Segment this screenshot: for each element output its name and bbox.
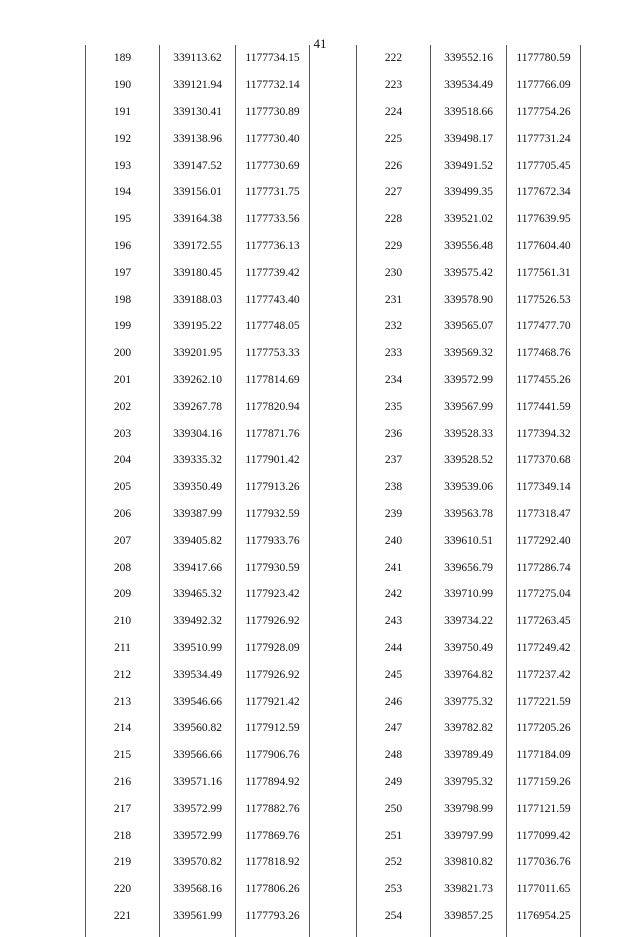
- table-row: [357, 99, 581, 126]
- point-id-cell: 251: [357, 822, 431, 849]
- point-id-cell: 195: [86, 206, 160, 233]
- y-coordinate-cell: 1176954.25: [507, 903, 581, 930]
- y-coordinate-cell: 1177926.92: [236, 608, 310, 635]
- table-row: [86, 742, 310, 769]
- y-coordinate-cell: 1177731.75: [236, 179, 310, 206]
- point-id-cell: 222: [357, 45, 431, 72]
- y-coordinate-cell: 1177766.09: [507, 72, 581, 99]
- x-coordinate-cell: 339180.45: [160, 259, 236, 286]
- point-id-cell: 226: [357, 152, 431, 179]
- table-row: [86, 849, 310, 876]
- x-coordinate-cell: 339734.22: [431, 608, 507, 635]
- y-coordinate-cell: 1177730.69: [236, 152, 310, 179]
- x-coordinate-cell: 339528.33: [431, 420, 507, 447]
- point-id-cell: 250: [357, 795, 431, 822]
- point-id-cell: 237: [357, 447, 431, 474]
- table-row: [357, 259, 581, 286]
- table-row: [357, 527, 581, 554]
- table-row: [357, 742, 581, 769]
- table-row: [86, 501, 310, 528]
- point-id-cell: 230: [357, 259, 431, 286]
- y-coordinate-cell: 1177286.74: [507, 554, 581, 581]
- point-id-cell: 245: [357, 661, 431, 688]
- table-row: [86, 125, 310, 152]
- table-row: [357, 661, 581, 688]
- x-coordinate-cell: 339304.16: [160, 420, 236, 447]
- point-id-cell: 238: [357, 474, 431, 501]
- table-row: [86, 688, 310, 715]
- table-row: [86, 661, 310, 688]
- table-row: [86, 769, 310, 796]
- coordinates-table-left: [85, 45, 310, 937]
- y-coordinate-cell: 1177705.45: [507, 152, 581, 179]
- table-row: [86, 367, 310, 394]
- y-coordinate-cell: 1177736.13: [236, 233, 310, 260]
- x-coordinate-cell: 339567.99: [431, 393, 507, 420]
- y-coordinate-cell: 1177011.65: [507, 876, 581, 903]
- point-id-cell: 232: [357, 313, 431, 340]
- point-id-cell: 234: [357, 367, 431, 394]
- table-row: [357, 447, 581, 474]
- table-row: [86, 313, 310, 340]
- x-coordinate-cell: 339569.32: [431, 340, 507, 367]
- table-row: [357, 340, 581, 367]
- table-row: [357, 233, 581, 260]
- table-row: [357, 367, 581, 394]
- point-id-cell: 192: [86, 125, 160, 152]
- y-coordinate-cell: 1177882.76: [236, 795, 310, 822]
- point-id-cell: 215: [86, 742, 160, 769]
- y-coordinate-cell: 1177894.92: [236, 769, 310, 796]
- x-coordinate-cell: 339789.49: [431, 742, 507, 769]
- point-id-cell: 211: [86, 635, 160, 662]
- x-coordinate-cell: 339775.32: [431, 688, 507, 715]
- x-coordinate-cell: 339262.10: [160, 367, 236, 394]
- point-id-cell: 204: [86, 447, 160, 474]
- y-coordinate-cell: 1177871.76: [236, 420, 310, 447]
- y-coordinate-cell: 1177394.32: [507, 420, 581, 447]
- table-row: [357, 903, 581, 930]
- x-coordinate-cell: 339821.73: [431, 876, 507, 903]
- y-coordinate-cell: 1177121.59: [507, 795, 581, 822]
- point-id-cell: 212: [86, 661, 160, 688]
- x-coordinate-cell: 339417.66: [160, 554, 236, 581]
- y-coordinate-cell: 1177814.69: [236, 367, 310, 394]
- table-row: [86, 581, 310, 608]
- table-row: [86, 286, 310, 313]
- table-row: [357, 822, 581, 849]
- point-id-cell: 252: [357, 849, 431, 876]
- y-coordinate-cell: 1177184.09: [507, 742, 581, 769]
- x-coordinate-cell: 339656.79: [431, 554, 507, 581]
- table-row: [357, 876, 581, 903]
- y-coordinate-cell: 1177820.94: [236, 393, 310, 420]
- y-coordinate-cell: 1177928.09: [236, 635, 310, 662]
- table-row: [357, 581, 581, 608]
- x-coordinate-cell: 339201.95: [160, 340, 236, 367]
- table-row: [357, 420, 581, 447]
- x-coordinate-cell: 339130.41: [160, 99, 236, 126]
- point-id-cell: 217: [86, 795, 160, 822]
- x-coordinate-cell: 339782.82: [431, 715, 507, 742]
- x-coordinate-cell: 339465.32: [160, 581, 236, 608]
- spacer-cell: [507, 929, 581, 937]
- point-id-cell: 209: [86, 581, 160, 608]
- point-id-cell: 199: [86, 313, 160, 340]
- point-id-cell: 206: [86, 501, 160, 528]
- x-coordinate-cell: 339764.82: [431, 661, 507, 688]
- y-coordinate-cell: 1177913.26: [236, 474, 310, 501]
- table-row: [357, 313, 581, 340]
- table-row: [357, 688, 581, 715]
- x-coordinate-cell: 339565.07: [431, 313, 507, 340]
- table-row: [357, 715, 581, 742]
- table-row: [357, 206, 581, 233]
- table-row: [357, 554, 581, 581]
- x-coordinate-cell: 339810.82: [431, 849, 507, 876]
- x-coordinate-cell: 339539.06: [431, 474, 507, 501]
- point-id-cell: 246: [357, 688, 431, 715]
- y-coordinate-cell: 1177793.26: [236, 903, 310, 930]
- x-coordinate-cell: 339552.16: [431, 45, 507, 72]
- y-coordinate-cell: 1177526.53: [507, 286, 581, 313]
- y-coordinate-cell: 1177930.59: [236, 554, 310, 581]
- x-coordinate-cell: 339521.02: [431, 206, 507, 233]
- point-id-cell: 213: [86, 688, 160, 715]
- table-row: [86, 527, 310, 554]
- point-id-cell: 193: [86, 152, 160, 179]
- x-coordinate-cell: 339510.99: [160, 635, 236, 662]
- spacer-cell: [86, 929, 160, 937]
- y-coordinate-cell: 1177732.14: [236, 72, 310, 99]
- point-id-cell: 208: [86, 554, 160, 581]
- table-row: [357, 152, 581, 179]
- point-id-cell: 233: [357, 340, 431, 367]
- point-id-cell: 242: [357, 581, 431, 608]
- x-coordinate-cell: 339798.99: [431, 795, 507, 822]
- point-id-cell: 210: [86, 608, 160, 635]
- point-id-cell: 243: [357, 608, 431, 635]
- table-row: [86, 233, 310, 260]
- point-id-cell: 220: [86, 876, 160, 903]
- table-bottom-spacer: [86, 929, 310, 937]
- table-row: [86, 179, 310, 206]
- point-id-cell: 248: [357, 742, 431, 769]
- table-row: [86, 152, 310, 179]
- x-coordinate-cell: 339572.99: [160, 822, 236, 849]
- point-id-cell: 207: [86, 527, 160, 554]
- table-row: [357, 635, 581, 662]
- x-coordinate-cell: 339534.49: [160, 661, 236, 688]
- x-coordinate-cell: 339164.38: [160, 206, 236, 233]
- point-id-cell: 231: [357, 286, 431, 313]
- y-coordinate-cell: 1177318.47: [507, 501, 581, 528]
- y-coordinate-cell: 1177292.40: [507, 527, 581, 554]
- x-coordinate-cell: 339498.17: [431, 125, 507, 152]
- table-row: [357, 769, 581, 796]
- y-coordinate-cell: 1177933.76: [236, 527, 310, 554]
- table-row: [86, 554, 310, 581]
- x-coordinate-cell: 339172.55: [160, 233, 236, 260]
- point-id-cell: 225: [357, 125, 431, 152]
- y-coordinate-cell: 1177731.24: [507, 125, 581, 152]
- y-coordinate-cell: 1177441.59: [507, 393, 581, 420]
- table-row: [86, 99, 310, 126]
- table-row: [86, 206, 310, 233]
- point-id-cell: 205: [86, 474, 160, 501]
- y-coordinate-cell: 1177780.59: [507, 45, 581, 72]
- spacer-cell: [236, 929, 310, 937]
- x-coordinate-cell: 339195.22: [160, 313, 236, 340]
- y-coordinate-cell: 1177604.40: [507, 233, 581, 260]
- x-coordinate-cell: 339335.32: [160, 447, 236, 474]
- x-coordinate-cell: 339113.62: [160, 45, 236, 72]
- point-id-cell: 253: [357, 876, 431, 903]
- table-row: [357, 286, 581, 313]
- y-coordinate-cell: 1177221.59: [507, 688, 581, 715]
- point-id-cell: 200: [86, 340, 160, 367]
- x-coordinate-cell: 339568.16: [160, 876, 236, 903]
- y-coordinate-cell: 1177249.42: [507, 635, 581, 662]
- point-id-cell: 227: [357, 179, 431, 206]
- y-coordinate-cell: 1177869.76: [236, 822, 310, 849]
- y-coordinate-cell: 1177743.40: [236, 286, 310, 313]
- table-row: [357, 795, 581, 822]
- table-row: [86, 715, 310, 742]
- x-coordinate-cell: 339147.52: [160, 152, 236, 179]
- table-row: [86, 340, 310, 367]
- x-coordinate-cell: 339710.99: [431, 581, 507, 608]
- x-coordinate-cell: 339566.66: [160, 742, 236, 769]
- point-id-cell: 239: [357, 501, 431, 528]
- table-row: [86, 608, 310, 635]
- x-coordinate-cell: 339556.48: [431, 233, 507, 260]
- y-coordinate-cell: 1177477.70: [507, 313, 581, 340]
- coordinates-table-right: [356, 45, 581, 937]
- x-coordinate-cell: 339750.49: [431, 635, 507, 662]
- y-coordinate-cell: 1177370.68: [507, 447, 581, 474]
- point-id-cell: 198: [86, 286, 160, 313]
- table-row: [86, 45, 310, 72]
- table-row: [357, 608, 581, 635]
- y-coordinate-cell: 1177237.42: [507, 661, 581, 688]
- point-id-cell: 229: [357, 233, 431, 260]
- point-id-cell: 189: [86, 45, 160, 72]
- point-id-cell: 197: [86, 259, 160, 286]
- x-coordinate-cell: 339563.78: [431, 501, 507, 528]
- point-id-cell: 241: [357, 554, 431, 581]
- table-row: [86, 474, 310, 501]
- y-coordinate-cell: 1177923.42: [236, 581, 310, 608]
- table-row: [86, 420, 310, 447]
- x-coordinate-cell: 339560.82: [160, 715, 236, 742]
- point-id-cell: 194: [86, 179, 160, 206]
- y-coordinate-cell: 1177818.92: [236, 849, 310, 876]
- y-coordinate-cell: 1177159.26: [507, 769, 581, 796]
- x-coordinate-cell: 339570.82: [160, 849, 236, 876]
- point-id-cell: 236: [357, 420, 431, 447]
- y-coordinate-cell: 1177672.34: [507, 179, 581, 206]
- y-coordinate-cell: 1177906.76: [236, 742, 310, 769]
- point-id-cell: 221: [86, 903, 160, 930]
- x-coordinate-cell: 339795.32: [431, 769, 507, 796]
- y-coordinate-cell: 1177468.76: [507, 340, 581, 367]
- point-id-cell: 218: [86, 822, 160, 849]
- y-coordinate-cell: 1177455.26: [507, 367, 581, 394]
- y-coordinate-cell: 1177806.26: [236, 876, 310, 903]
- table-row: [357, 474, 581, 501]
- y-coordinate-cell: 1177730.40: [236, 125, 310, 152]
- x-coordinate-cell: 339350.49: [160, 474, 236, 501]
- table-row: [86, 876, 310, 903]
- page-number: 41: [313, 36, 327, 51]
- y-coordinate-cell: 1177263.45: [507, 608, 581, 635]
- table-row: [86, 903, 310, 930]
- table-row: [86, 447, 310, 474]
- table-row: [86, 393, 310, 420]
- y-coordinate-cell: 1177926.92: [236, 661, 310, 688]
- x-coordinate-cell: 339528.52: [431, 447, 507, 474]
- x-coordinate-cell: 339188.03: [160, 286, 236, 313]
- point-id-cell: 219: [86, 849, 160, 876]
- point-id-cell: 216: [86, 769, 160, 796]
- y-coordinate-cell: 1177036.76: [507, 849, 581, 876]
- table-row: [357, 45, 581, 72]
- x-coordinate-cell: 339572.99: [160, 795, 236, 822]
- point-id-cell: 244: [357, 635, 431, 662]
- point-id-cell: 249: [357, 769, 431, 796]
- spacer-cell: [431, 929, 507, 937]
- x-coordinate-cell: 339121.94: [160, 72, 236, 99]
- y-coordinate-cell: 1177921.42: [236, 688, 310, 715]
- x-coordinate-cell: 339546.66: [160, 688, 236, 715]
- y-coordinate-cell: 1177733.56: [236, 206, 310, 233]
- y-coordinate-cell: 1177753.33: [236, 340, 310, 367]
- point-id-cell: 224: [357, 99, 431, 126]
- y-coordinate-cell: 1177754.26: [507, 99, 581, 126]
- table-row: [357, 179, 581, 206]
- y-coordinate-cell: 1177901.42: [236, 447, 310, 474]
- x-coordinate-cell: 339797.99: [431, 822, 507, 849]
- point-id-cell: 202: [86, 393, 160, 420]
- y-coordinate-cell: 1177099.42: [507, 822, 581, 849]
- table-row: [86, 635, 310, 662]
- y-coordinate-cell: 1177748.05: [236, 313, 310, 340]
- x-coordinate-cell: 339610.51: [431, 527, 507, 554]
- y-coordinate-cell: 1177349.14: [507, 474, 581, 501]
- y-coordinate-cell: 1177205.26: [507, 715, 581, 742]
- point-id-cell: 191: [86, 99, 160, 126]
- point-id-cell: 196: [86, 233, 160, 260]
- x-coordinate-cell: 339571.16: [160, 769, 236, 796]
- table-row: [86, 822, 310, 849]
- table-row: [86, 72, 310, 99]
- x-coordinate-cell: 339491.52: [431, 152, 507, 179]
- x-coordinate-cell: 339405.82: [160, 527, 236, 554]
- point-id-cell: 254: [357, 903, 431, 930]
- table-row: [86, 259, 310, 286]
- table-row: [357, 125, 581, 152]
- y-coordinate-cell: 1177639.95: [507, 206, 581, 233]
- x-coordinate-cell: 339499.35: [431, 179, 507, 206]
- y-coordinate-cell: 1177734.15: [236, 45, 310, 72]
- spacer-cell: [357, 929, 431, 937]
- table-bottom-spacer: [357, 929, 581, 937]
- x-coordinate-cell: 339518.66: [431, 99, 507, 126]
- point-id-cell: 235: [357, 393, 431, 420]
- x-coordinate-cell: 339156.01: [160, 179, 236, 206]
- x-coordinate-cell: 339138.96: [160, 125, 236, 152]
- y-coordinate-cell: 1177739.42: [236, 259, 310, 286]
- x-coordinate-cell: 339534.49: [431, 72, 507, 99]
- x-coordinate-cell: 339857.25: [431, 903, 507, 930]
- point-id-cell: 240: [357, 527, 431, 554]
- table-row: [357, 849, 581, 876]
- x-coordinate-cell: 339492.32: [160, 608, 236, 635]
- y-coordinate-cell: 1177561.31: [507, 259, 581, 286]
- point-id-cell: 190: [86, 72, 160, 99]
- x-coordinate-cell: 339561.99: [160, 903, 236, 930]
- x-coordinate-cell: 339387.99: [160, 501, 236, 528]
- table-row: [86, 795, 310, 822]
- point-id-cell: 223: [357, 72, 431, 99]
- table-row: [357, 72, 581, 99]
- y-coordinate-cell: 1177275.04: [507, 581, 581, 608]
- x-coordinate-cell: 339575.42: [431, 259, 507, 286]
- table-row: [357, 501, 581, 528]
- point-id-cell: 201: [86, 367, 160, 394]
- point-id-cell: 247: [357, 715, 431, 742]
- y-coordinate-cell: 1177912.59: [236, 715, 310, 742]
- y-coordinate-cell: 1177730.89: [236, 99, 310, 126]
- y-coordinate-cell: 1177932.59: [236, 501, 310, 528]
- spacer-cell: [160, 929, 236, 937]
- point-id-cell: 203: [86, 420, 160, 447]
- x-coordinate-cell: 339572.99: [431, 367, 507, 394]
- table-row: [357, 393, 581, 420]
- x-coordinate-cell: 339578.90: [431, 286, 507, 313]
- point-id-cell: 214: [86, 715, 160, 742]
- point-id-cell: 228: [357, 206, 431, 233]
- x-coordinate-cell: 339267.78: [160, 393, 236, 420]
